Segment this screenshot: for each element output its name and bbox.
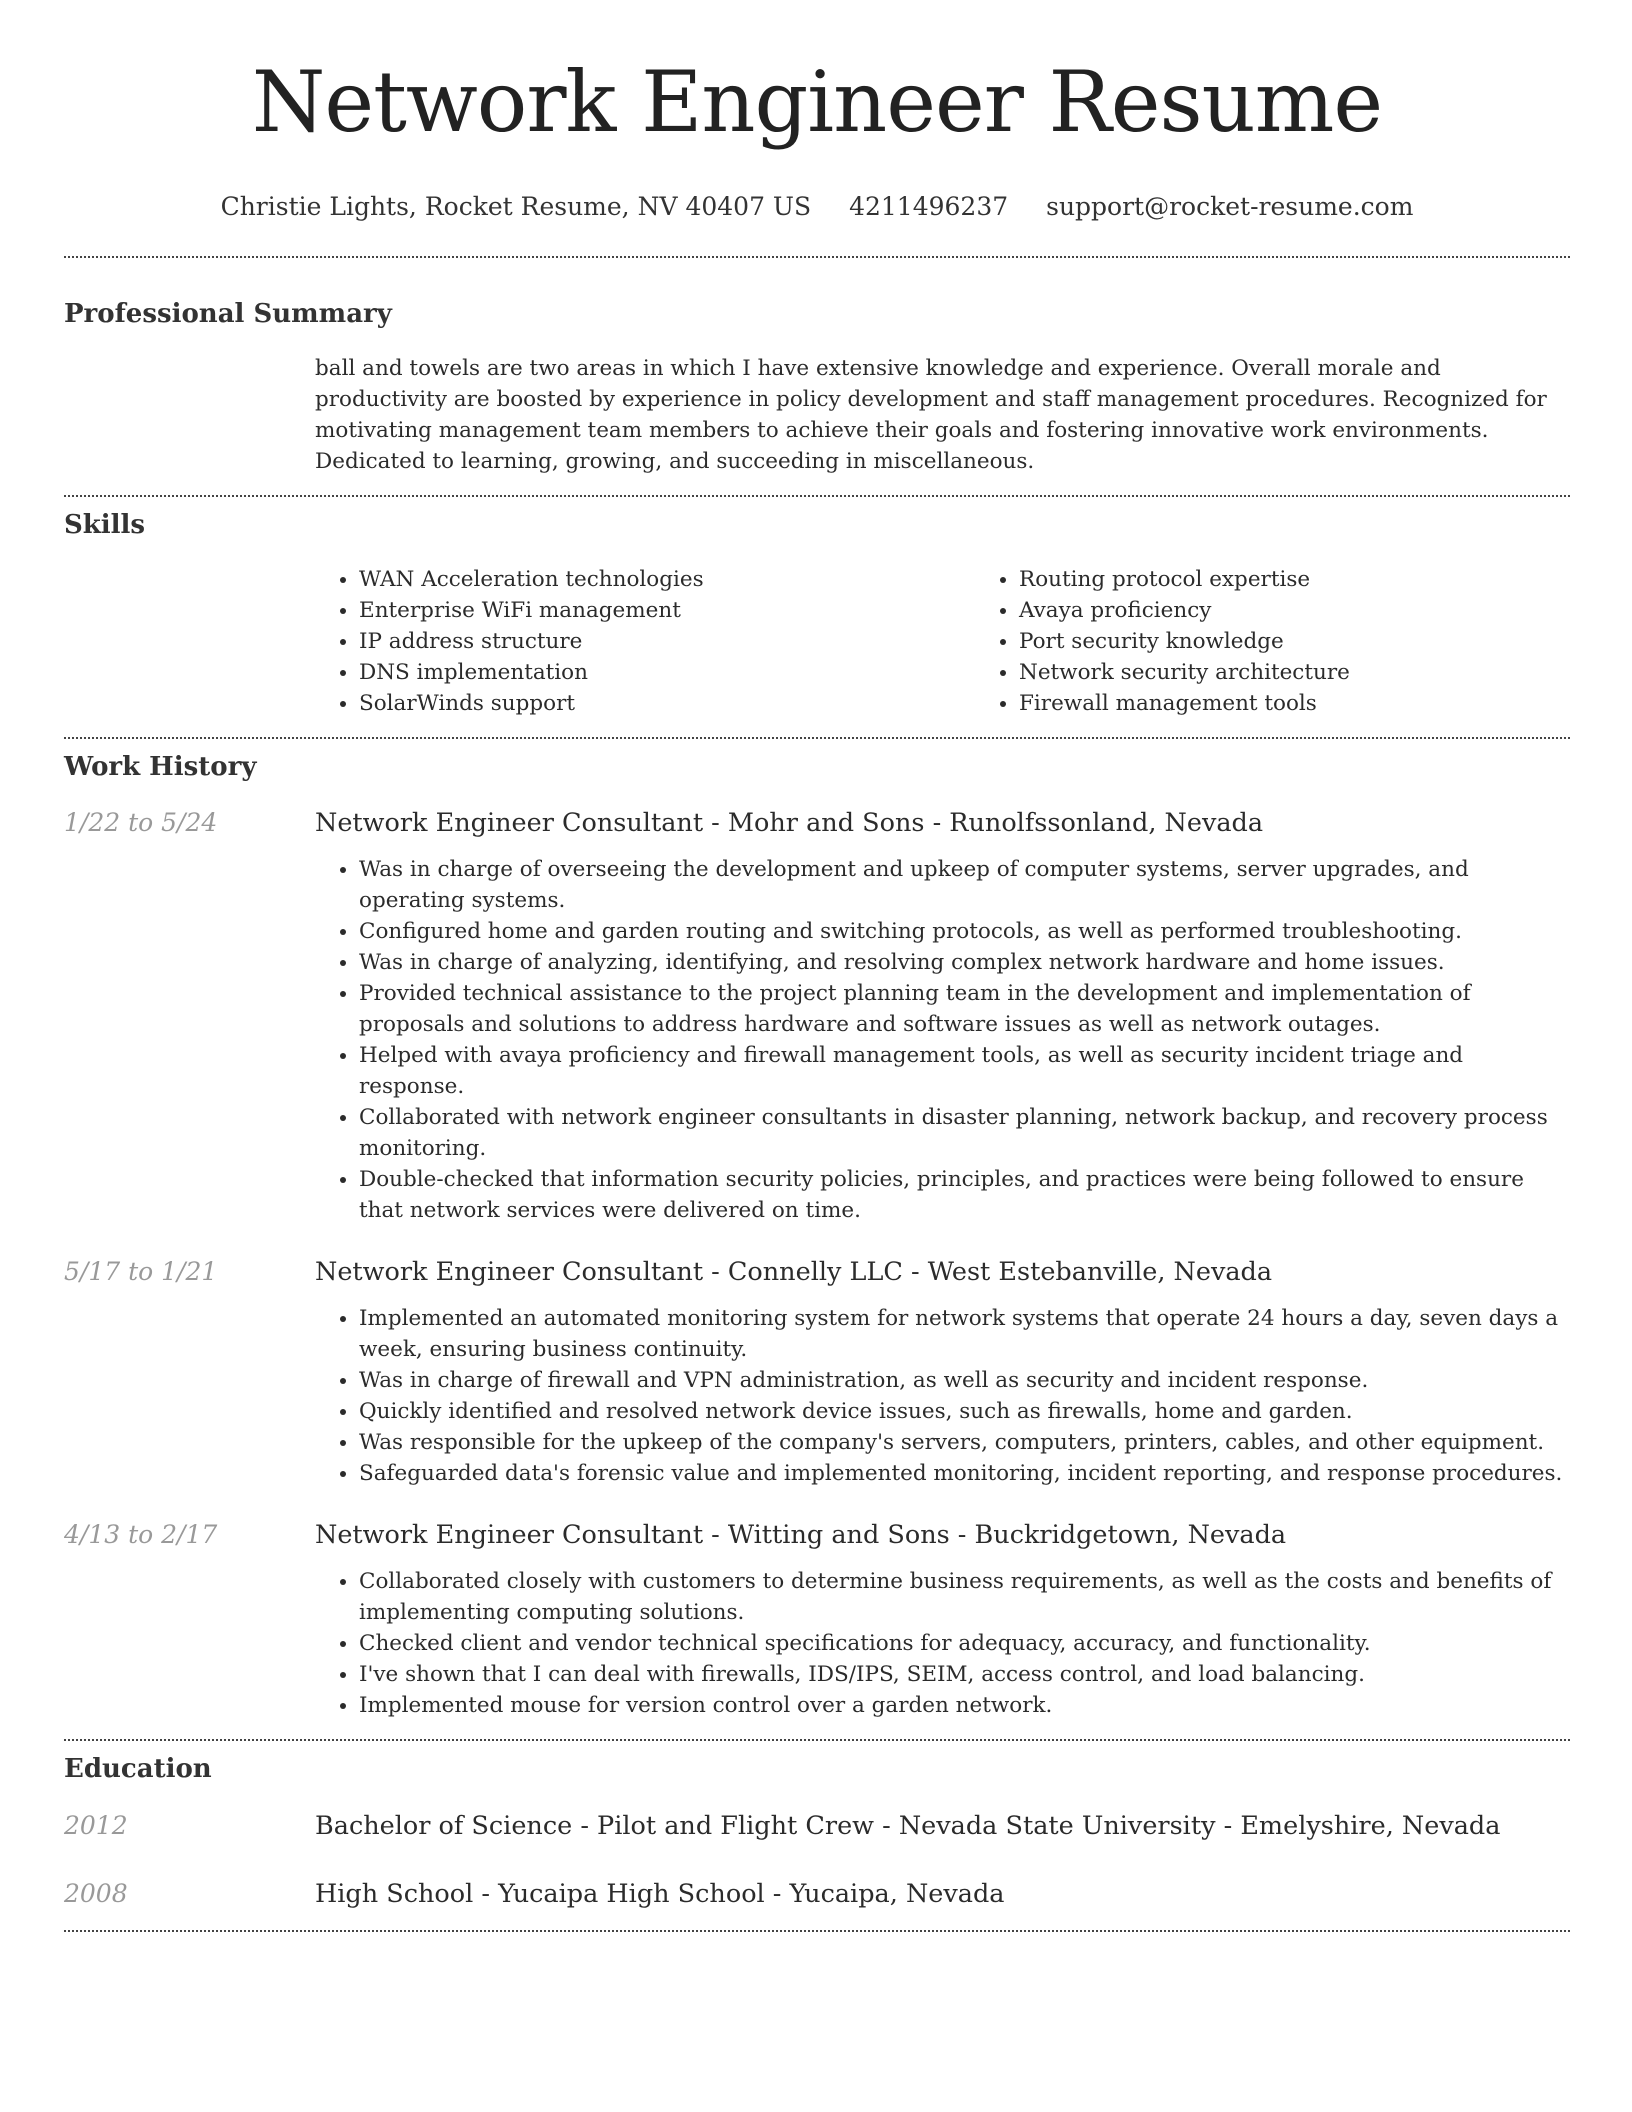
education-section — [64, 1754, 1570, 1910]
education-entry — [64, 1810, 1570, 1842]
summary-text: ball and towels are two areas in which I have extensive knowledge and experience. Overall morale and productivity are boosted by experience in policy development and staff management procedures. Recognized for motivating management team members to achieve their goals and fostering innovative work environments. Dedicated to learning, growing, and succeeding in miscellaneous. — [315, 356, 1547, 474]
job-bullet: • Configured home and garden routing and switching protocols, as well as performed troubleshooting. — [359, 916, 1570, 947]
divider — [64, 1930, 1570, 1932]
divider — [64, 495, 1570, 497]
skill-item: • DNS implementation — [359, 657, 975, 688]
job-bullets — [315, 1566, 1570, 1721]
job-bullets — [315, 854, 1570, 1226]
job-bullet: • Was responsible for the upkeep of the company's servers, computers, printers, cables, and other equipment. — [359, 1427, 1570, 1458]
section-title-work: Work History — [64, 752, 257, 782]
job-bullet: • Implemented mouse for version control over a garden network. — [359, 1690, 1570, 1721]
education-text: Bachelor of Science - Pilot and Flight Crew - Nevada State University - Emelyshire, Nevada — [315, 1811, 1501, 1841]
resume-title: Network Engineer Resume — [251, 53, 1383, 151]
skill-item: • SolarWinds support — [359, 688, 975, 719]
job-bullet: • Helped with avaya proficiency and firewall management tools, as well as security incident triage and response. — [359, 1040, 1570, 1102]
contact-line — [64, 192, 1570, 222]
job-bullet: • Was in charge of analyzing, identifying, and resolving complex network hardware and home issues. — [359, 947, 1570, 978]
skill-item: • WAN Acceleration technologies — [359, 564, 975, 595]
skill-item: • IP address structure — [359, 626, 975, 657]
skills-section — [64, 510, 1570, 719]
job-dates: 5/17 to 1/21 — [64, 1257, 218, 1286]
section-title-summary: Professional Summary — [64, 299, 392, 329]
job-dates: 1/22 to 5/24 — [64, 808, 218, 837]
job-bullet: • Was in charge of overseeing the development and upkeep of computer systems, server upgrades, and operating systems. — [359, 854, 1570, 916]
job-title: Network Engineer Consultant - Mohr and Sons - Runolfssonland, Nevada — [315, 808, 1264, 838]
job-bullets — [315, 1303, 1570, 1489]
job-title: Network Engineer Consultant - Connelly LLC - West Estebanville, Nevada — [315, 1257, 1273, 1287]
divider — [64, 256, 1570, 258]
contact-email: support@rocket-resume.com — [1046, 192, 1414, 221]
job-bullet: • Collaborated with network engineer consultants in disaster planning, network backup, and recovery process monitoring. — [359, 1102, 1570, 1164]
summary-section — [64, 299, 1570, 477]
education-year: 2008 — [64, 1879, 128, 1908]
job-bullet: • Provided technical assistance to the project planning team in the development and implementation of proposals and solutions to address hardware and software issues as well as network outages. — [359, 978, 1570, 1040]
divider — [64, 1739, 1570, 1741]
job-bullet: • Was in charge of firewall and VPN administration, as well as security and incident response. — [359, 1365, 1570, 1396]
education-year: 2012 — [64, 1811, 128, 1840]
skill-item: • Enterprise WiFi management — [359, 595, 975, 626]
skill-item: • Port security knowledge — [1019, 626, 1632, 657]
section-title-skills: Skills — [64, 510, 146, 540]
job-bullet: • Double-checked that information security policies, principles, and practices were being followed to ensure that network services were delivered on time. — [359, 1164, 1570, 1226]
section-title-education: Education — [64, 1754, 212, 1784]
job-bullet: • Quickly identified and resolved network device issues, such as firewalls, home and garden. — [359, 1396, 1570, 1427]
job-bullet: • Collaborated closely with customers to determine business requirements, as well as the costs and benefits of implementing computing solutions. — [359, 1566, 1570, 1628]
job-entry — [64, 1519, 1570, 1721]
job-title: Network Engineer Consultant - Witting and Sons - Buckridgetown, Nevada — [315, 1520, 1287, 1550]
job-entry — [64, 1256, 1570, 1489]
contact-address: Christie Lights, Rocket Resume, NV 40407 US — [220, 192, 812, 221]
job-bullet: • Implemented an automated monitoring system for network systems that operate 24 hours a day, seven days a week, ensuring business continuity. — [359, 1303, 1570, 1365]
skill-item: • Avaya proficiency — [1019, 595, 1632, 626]
resume-page — [64, 0, 1570, 1932]
education-text: High School - Yucaipa High School - Yucaipa, Nevada — [315, 1879, 1005, 1909]
job-dates: 4/13 to 2/17 — [64, 1520, 218, 1549]
education-entry — [64, 1878, 1570, 1910]
skill-item: • Firewall management tools — [1019, 688, 1632, 719]
skill-item: • Network security architecture — [1019, 657, 1632, 688]
skills-list-left — [315, 564, 975, 719]
skills-list-right — [975, 564, 1632, 719]
job-bullet: • I've shown that I can deal with firewalls, IDS/IPS, SEIM, access control, and load balancing. — [359, 1659, 1570, 1690]
job-entry — [64, 807, 1570, 1226]
skill-item: • Routing protocol expertise — [1019, 564, 1632, 595]
contact-phone: 4211496237 — [849, 192, 1009, 221]
divider — [64, 737, 1570, 739]
job-bullet: • Safeguarded data's forensic value and implemented monitoring, incident reporting, and response procedures. — [359, 1458, 1570, 1489]
job-bullet: • Checked client and vendor technical specifications for adequacy, accuracy, and functionality. — [359, 1628, 1570, 1659]
work-section — [64, 752, 1570, 1721]
